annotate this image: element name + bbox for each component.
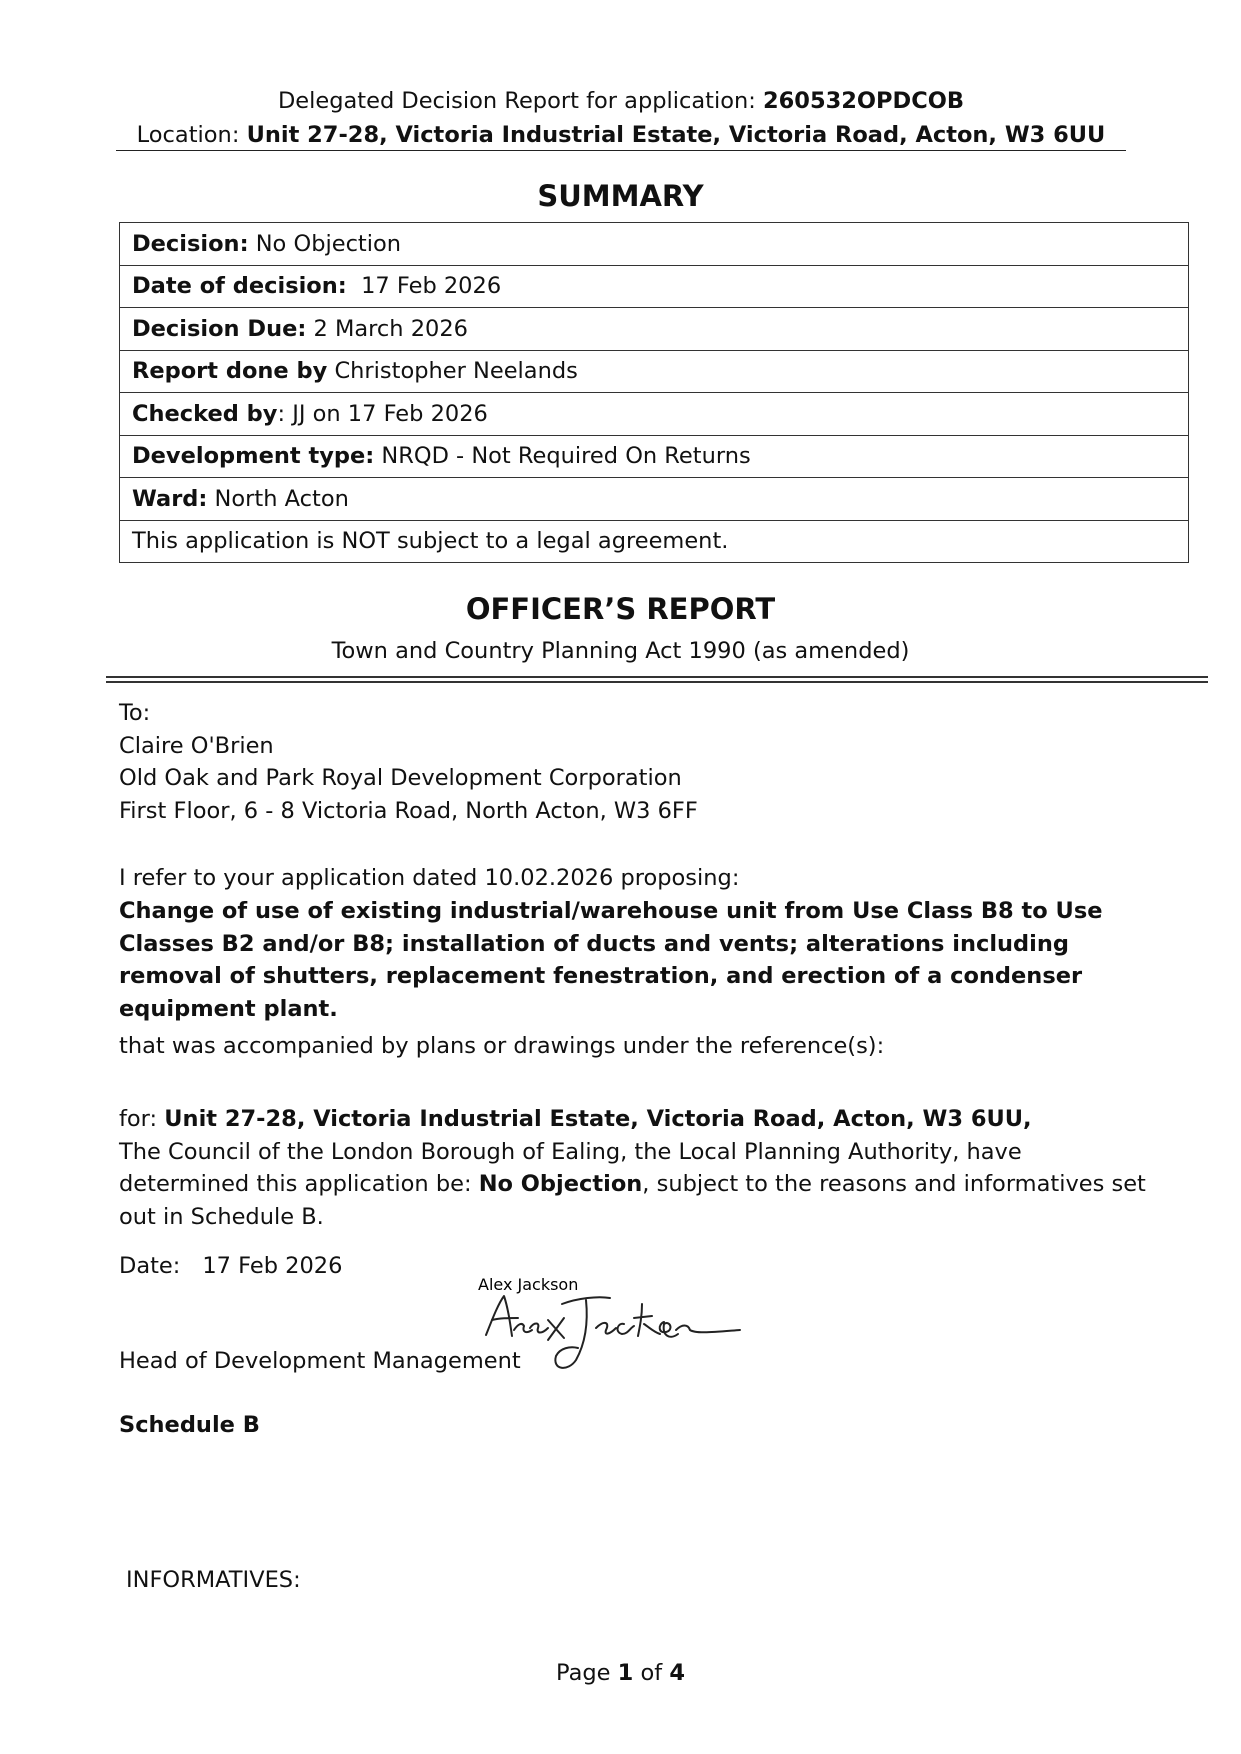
table-row: Checked by: JJ on 17 Feb 2026: [120, 393, 1189, 436]
application-line: Delegated Decision Report for application: 260532OPDCOB: [277, 88, 965, 114]
page-number: Page 1 of 4: [556, 1660, 685, 1686]
informatives-heading: INFORMATIVES:: [126, 1567, 301, 1593]
application-reference: 260532OPDCOB: [763, 88, 965, 114]
report-header: [116, 84, 1126, 152]
table-row: Ward: North Acton: [120, 478, 1189, 521]
to-label: To:: [119, 700, 151, 726]
recipient-organisation: Old Oak and Park Royal Development Corporation: [119, 765, 682, 791]
recipient-block: [119, 697, 698, 827]
application-intro: I refer to your application dated 10.02.2026 proposing:: [119, 865, 740, 891]
report-subtitle: Town and Country Planning Act 1990 (as amended): [331, 638, 910, 664]
officers-report-title: OFFICER’S REPORT: [465, 592, 776, 626]
table-row: Date of decision: 17 Feb 2026: [120, 265, 1189, 308]
table-row: This application is NOT subject to a legal agreement.: [120, 520, 1189, 563]
recipient-name: Claire O'Brien: [119, 732, 274, 759]
recipient-address: First Floor, 6 - 8 Victoria Road, North Acton, W3 6FF: [119, 797, 698, 824]
table-row: Report done by Christopher Neelands: [120, 350, 1189, 393]
location-line: Location: Unit 27-28, Victoria Industrial Estate, Victoria Road, Acton, W3 6UU: [136, 122, 1106, 148]
summary-title: SUMMARY: [537, 179, 704, 213]
summary-table: [119, 222, 1189, 563]
date-line: Date: 17 Feb 2026: [119, 1253, 343, 1279]
determination-paragraph: for: Unit 27-28, Victoria Industrial Estate, Victoria Road, Acton, W3 6UU, The Council of the London Borough of Ealing, the Local Planning Authority, have determined this application be: No Objection, subject to the reasons and informatives set out in Schedule B.: [119, 1103, 1159, 1233]
plans-reference-line: that was accompanied by plans or drawings under the reference(s):: [119, 1033, 885, 1059]
signoff-date: 17 Feb 2026: [202, 1253, 343, 1279]
for-location-line: for: Unit 27-28, Victoria Industrial Estate, Victoria Road, Acton, W3 6UU,: [119, 1106, 1032, 1132]
determination-outcome: No Objection: [478, 1171, 643, 1197]
table-row: Decision: No Objection: [120, 223, 1189, 266]
table-row: Decision Due: 2 March 2026: [120, 308, 1189, 351]
proposal-description: Change of use of existing industrial/warehouse unit from Use Class B8 to Use Classes B2 and/or B8; installation of ducts and vents; alterations including removal of shutters, replacement fenestration, and erection of a condenser equipment plant.: [119, 898, 1103, 1022]
header-divider: [116, 150, 1126, 151]
svg-text:Alex Jackson: Alex Jackson: [478, 1275, 579, 1294]
schedule-heading: Schedule B: [119, 1412, 260, 1438]
location-address: Unit 27-28, Victoria Industrial Estate, Victoria Road, Acton, W3 6UU: [246, 122, 1106, 148]
section-divider: [106, 676, 1208, 683]
table-row: Development type: NRQD - Not Required On Returns: [120, 435, 1189, 478]
signatory-role: Head of Development Management: [119, 1348, 521, 1374]
